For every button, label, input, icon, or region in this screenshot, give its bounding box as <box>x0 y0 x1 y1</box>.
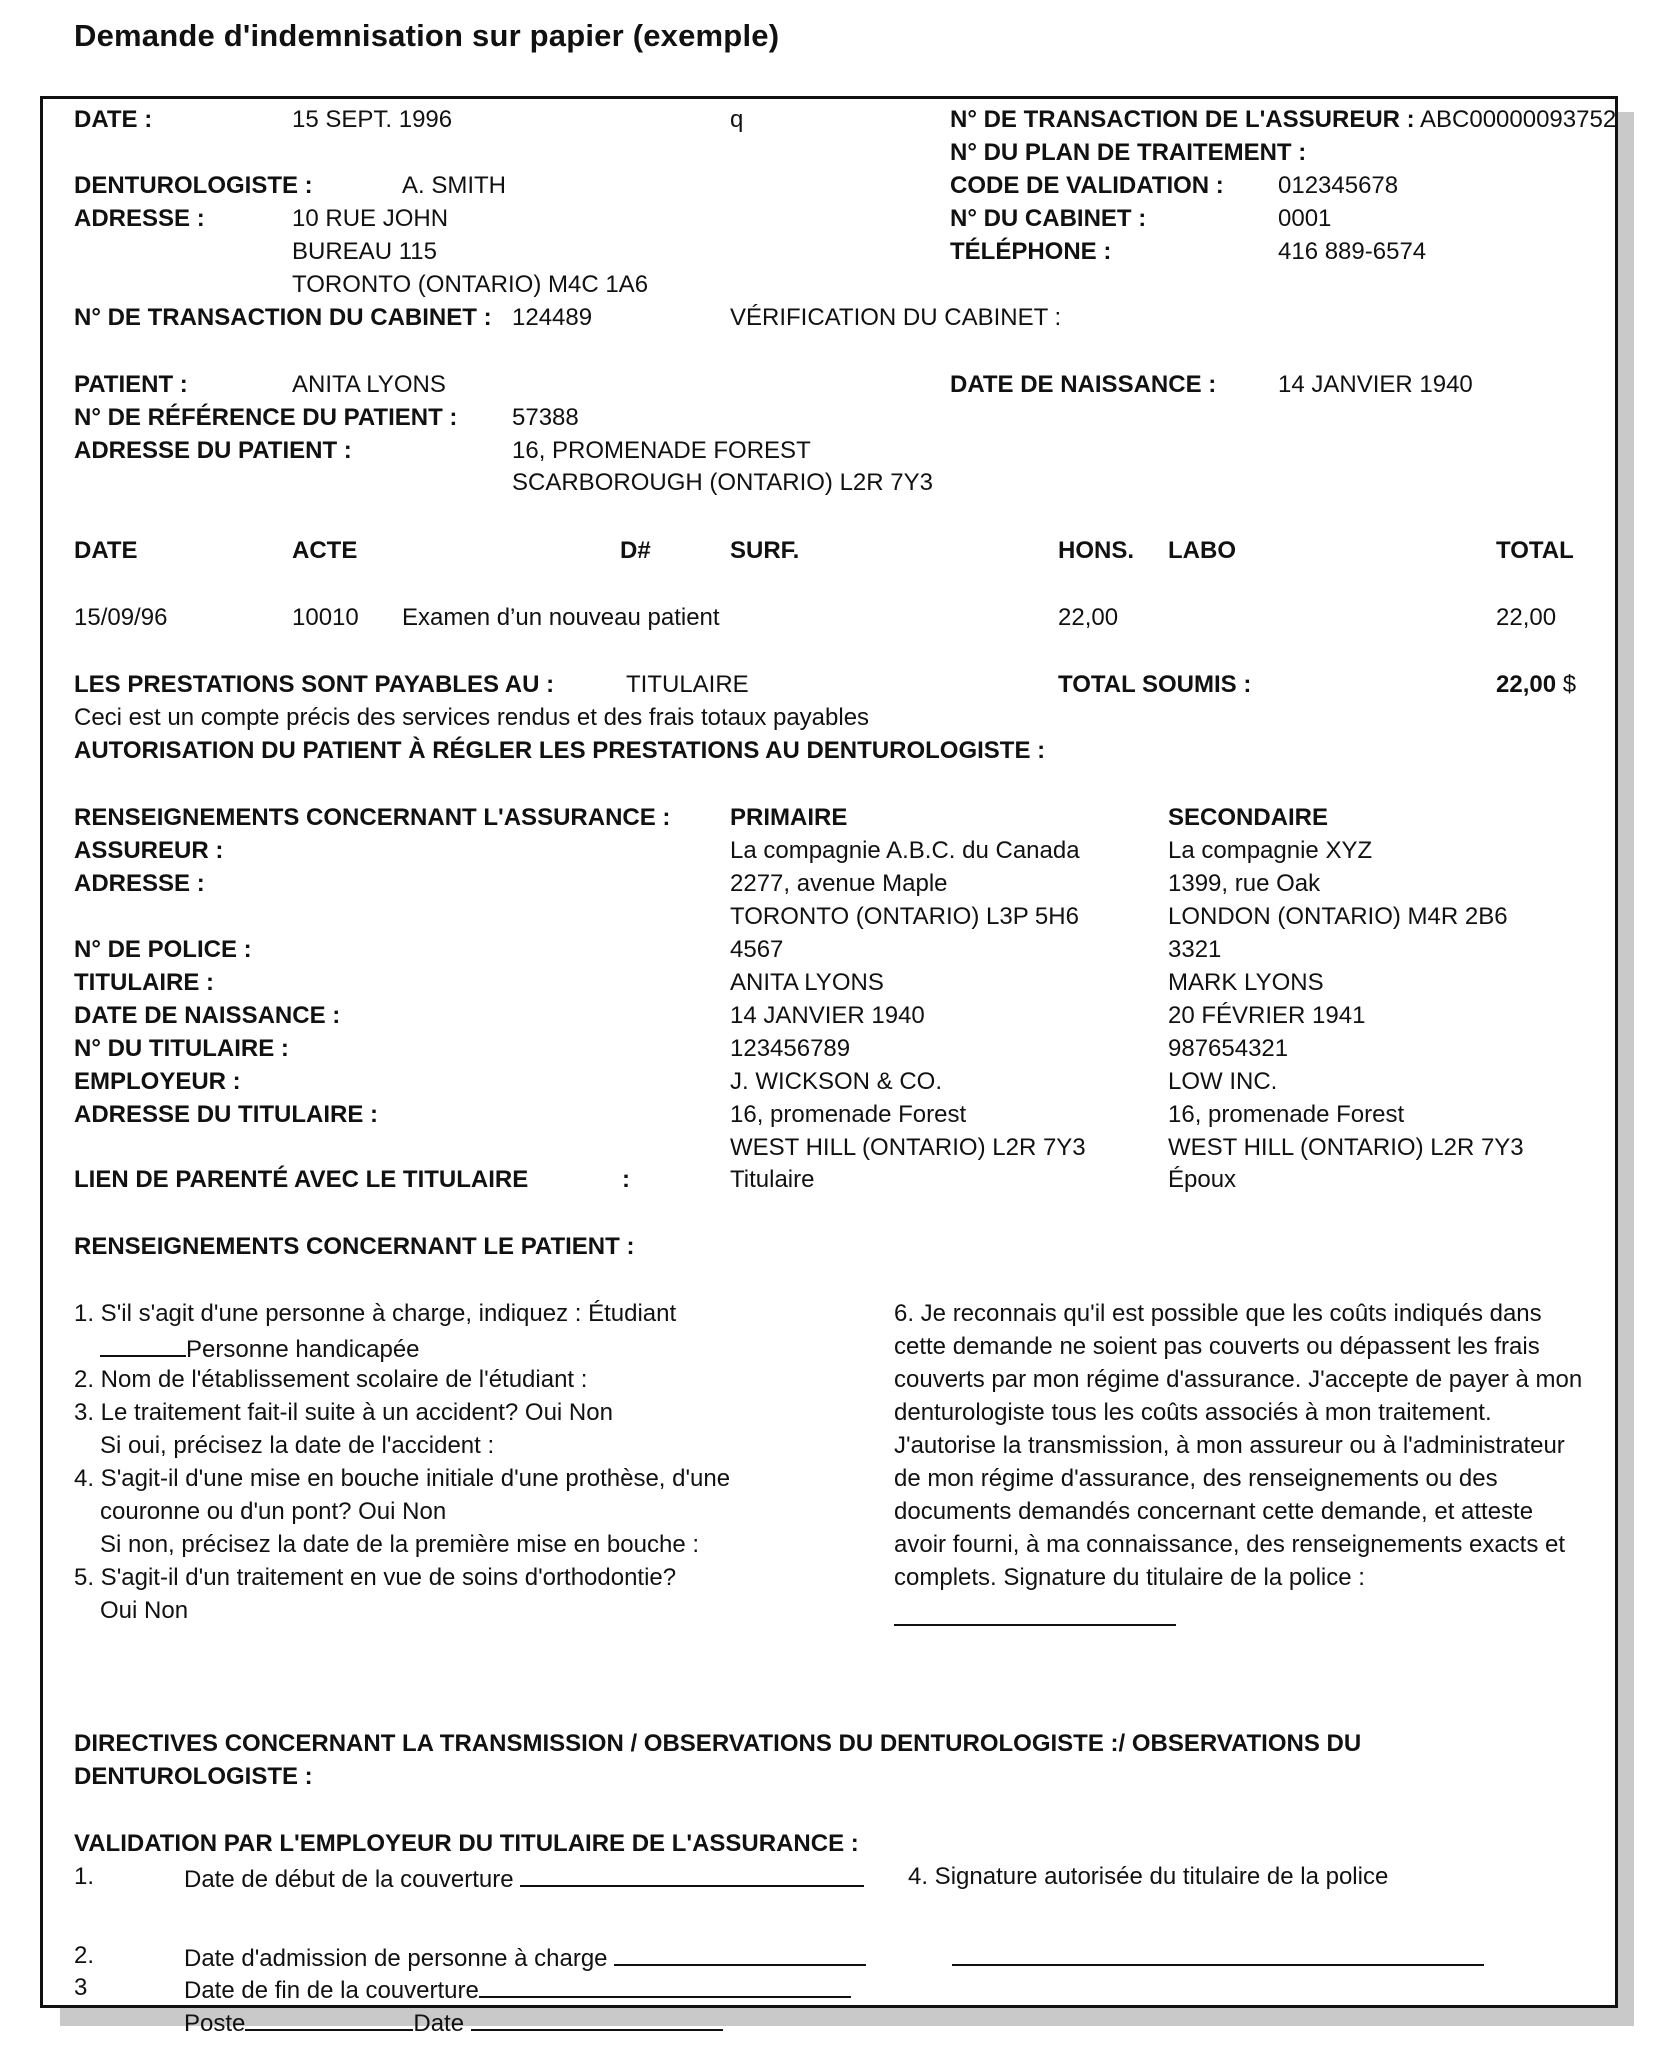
holder-number-label: N° DU TITULAIRE : <box>74 1035 289 1062</box>
item-number: 3 <box>74 1974 88 2001</box>
relationship-label: LIEN DE PARENTÉ AVEC LE TITULAIRE <box>74 1166 529 1193</box>
address-line: TORONTO (ONTARIO) M4C 1A6 <box>292 271 649 298</box>
office-verification-label: VÉRIFICATION DU CABINET : <box>730 304 1062 331</box>
statement-line: 6. Je reconnais qu'il est possible que les coûts indiqués dans <box>894 1300 1542 1327</box>
directives-label-cont: DENTUROLOGISTE : <box>74 1763 313 1790</box>
statement-line: cette demande ne soient pas couverts ou dépassent les frais <box>894 1333 1540 1360</box>
authorized-signature-line[interactable] <box>952 1964 1484 1966</box>
phone-label: TÉLÉPHONE : <box>950 238 1112 265</box>
coverage-start-blank[interactable] <box>520 1863 864 1887</box>
authorized-signature-label: 4. Signature autorisée du titulaire de la police <box>908 1863 1389 1890</box>
coverage-start-item <box>184 1863 864 1894</box>
coverage-end-item <box>184 1974 851 2005</box>
phone-value: 416 889-6574 <box>1278 238 1427 265</box>
question-3: 3. Le traitement fait-il suite à un accident? Oui Non <box>74 1399 613 1426</box>
statement-line: J'autorise la transmission, à mon assureur ou à l'administrateur <box>894 1432 1565 1459</box>
col-header-surf: SURF. <box>730 537 800 564</box>
office-number-label: N° DU CABINET : <box>950 205 1147 232</box>
statement-line: couverts par mon régime d'assurance. J'accepte de payer à mon <box>894 1366 1583 1393</box>
office-transaction-value: 124489 <box>512 304 593 331</box>
date-label: DATE : <box>74 106 153 133</box>
office-transaction-label: N° DE TRANSACTION DU CABINET : <box>74 304 492 331</box>
col-header-total: TOTAL <box>1496 537 1574 564</box>
secondary-address-line: LONDON (ONTARIO) M4R 2B6 <box>1168 903 1508 930</box>
date-value: 15 SEPT. 1996 <box>292 106 453 133</box>
treatment-plan-label: N° DU PLAN DE TRAITEMENT : <box>950 139 1307 166</box>
patient-info-section-label: RENSEIGNEMENTS CONCERNANT LE PATIENT : <box>74 1233 635 1260</box>
patient-address-line: SCARBOROUGH (ONTARIO) L2R 7Y3 <box>512 469 933 496</box>
secondary-holder: MARK LYONS <box>1168 969 1324 996</box>
col-header-labo: LABO <box>1168 537 1236 564</box>
patient-address-line: 16, PROMENADE FOREST <box>512 437 811 464</box>
address-line: BUREAU 115 <box>292 238 437 265</box>
primary-holder-number: 123456789 <box>730 1035 851 1062</box>
insurer-transaction-value: ABC00000093752 <box>1420 106 1617 133</box>
statement-text: Ceci est un compte précis des services rendus et des frais totaux payables <box>74 704 870 731</box>
primary-relationship: Titulaire <box>730 1166 815 1193</box>
secondary-holder-number: 987654321 <box>1168 1035 1289 1062</box>
dependent-admission-blank[interactable] <box>614 1942 866 1966</box>
primary-insurer: La compagnie A.B.C. du Canada <box>730 837 1080 864</box>
secondary-relationship: Époux <box>1168 1166 1237 1193</box>
validation-code-label: CODE DE VALIDATION : <box>950 172 1224 199</box>
col-header-acte: ACTE <box>292 537 358 564</box>
validation-code-value: 012345678 <box>1278 172 1399 199</box>
question-4-detail: Si non, précisez la date de la première mise en bouche : <box>100 1531 700 1558</box>
relationship-colon: : <box>622 1166 630 1193</box>
primary-holder: ANITA LYONS <box>730 969 884 996</box>
office-number-value: 0001 <box>1278 205 1332 232</box>
coverage-start-label: Date de début de la couverture <box>184 1866 514 1893</box>
payable-value: TITULAIRE <box>626 671 749 698</box>
currency-symbol: $ <box>1562 671 1577 698</box>
service-total: 22,00 <box>1496 604 1557 631</box>
service-date: 15/09/96 <box>74 604 168 631</box>
date-label-bottom: Date <box>413 2010 465 2037</box>
primary-employer: J. WICKSON & CO. <box>730 1068 943 1095</box>
patient-label: PATIENT : <box>74 371 188 398</box>
holder-dob-label: DATE DE NAISSANCE : <box>74 1002 341 1029</box>
coverage-end-label: Date de fin de la couverture <box>184 1977 479 2004</box>
policy-label: N° DE POLICE : <box>74 936 252 963</box>
statement-line: denturologiste tous les coûts associés à mon traitement. <box>894 1399 1492 1426</box>
question-1-handicap <box>100 1333 420 1364</box>
poste-blank[interactable] <box>245 2007 413 2031</box>
address-line: 10 RUE JOHN <box>292 205 449 232</box>
patient-ref-value: 57388 <box>512 404 579 431</box>
dependent-admission-item <box>184 1942 866 1973</box>
stray-char: q <box>730 106 744 133</box>
total-submitted <box>1496 671 1576 699</box>
denturist-value: A. SMITH <box>402 172 507 199</box>
primary-holder-address-line: WEST HILL (ONTARIO) L2R 7Y3 <box>730 1134 1086 1161</box>
col-header-d: D# <box>620 537 651 564</box>
insurer-transaction <box>950 106 1616 134</box>
blank-line[interactable] <box>100 1333 186 1357</box>
page-title: Demande d'indemnisation sur papier (exemple) <box>74 18 780 53</box>
primary-holder-address-line: 16, promenade Forest <box>730 1101 967 1128</box>
primary-address-line: 2277, avenue Maple <box>730 870 948 897</box>
service-fee: 22,00 <box>1058 604 1119 631</box>
question-5-answer: Oui Non <box>100 1597 189 1624</box>
coverage-end-blank[interactable] <box>479 1974 851 1998</box>
question-2: 2. Nom de l'établissement scolaire de l'étudiant : <box>74 1366 588 1393</box>
service-description: Examen d’un nouveau patient <box>402 604 720 631</box>
secondary-policy: 3321 <box>1168 936 1222 963</box>
patient-ref-label: N° DE RÉFÉRENCE DU PATIENT : <box>74 404 458 431</box>
primary-dob: 14 JANVIER 1940 <box>730 1002 925 1029</box>
patient-address-label: ADRESSE DU PATIENT : <box>74 437 352 464</box>
insurer-transaction-label: N° DE TRANSACTION DE L'ASSUREUR : <box>950 106 1415 133</box>
authorization-label: AUTORISATION DU PATIENT À RÉGLER LES PRESTATIONS AU DENTUROLOGISTE : <box>74 737 1046 764</box>
secondary-header: SECONDAIRE <box>1168 804 1329 831</box>
total-submitted-label: TOTAL SOUMIS : <box>1058 671 1252 698</box>
patient-name: ANITA LYONS <box>292 371 446 398</box>
statement-line: complets. Signature du titulaire de la police : <box>894 1564 1365 1591</box>
secondary-address-line: 1399, rue Oak <box>1168 870 1321 897</box>
col-header-date: DATE <box>74 537 138 564</box>
poste-date-row <box>184 2007 723 2038</box>
question-1-handicap-text: Personne handicapée <box>186 1336 420 1363</box>
question-4-line2: couronne ou d'un pont? Oui Non <box>100 1498 447 1525</box>
poste-label: Poste <box>184 2010 246 2037</box>
holder-label: TITULAIRE : <box>74 969 214 996</box>
secondary-insurer: La compagnie XYZ <box>1168 837 1373 864</box>
employer-label: EMPLOYEUR : <box>74 1068 241 1095</box>
service-code: 10010 <box>292 604 359 631</box>
address-label: ADRESSE : <box>74 205 205 232</box>
item-number: 2. <box>74 1942 95 1969</box>
primary-header: PRIMAIRE <box>730 804 848 831</box>
employer-validation-label: VALIDATION PAR L'EMPLOYEUR DU TITULAIRE DE L'ASSURANCE : <box>74 1830 859 1857</box>
secondary-employer: LOW INC. <box>1168 1068 1278 1095</box>
secondary-dob: 20 FÉVRIER 1941 <box>1168 1002 1366 1029</box>
patient-dob-value: 14 JANVIER 1940 <box>1278 371 1473 398</box>
question-5: 5. S'agit-il d'un traitement en vue de soins d'orthodontie? <box>74 1564 677 1591</box>
patient-dob-label: DATE DE NAISSANCE : <box>950 371 1217 398</box>
holder-signature-line[interactable] <box>894 1624 1176 1626</box>
secondary-holder-address-line: 16, promenade Forest <box>1168 1101 1405 1128</box>
question-1: 1. S'il s'agit d'une personne à charge, indiquez : Étudiant <box>74 1300 677 1327</box>
total-submitted-value: 22,00 <box>1496 671 1557 698</box>
insurer-label: ASSUREUR : <box>74 837 224 864</box>
statement-line: de mon régime d'assurance, des renseignements ou des <box>894 1465 1498 1492</box>
item-number: 1. <box>74 1863 95 1890</box>
payable-label: LES PRESTATIONS SONT PAYABLES AU : <box>74 671 555 698</box>
statement-line: documents demandés concernant cette demande, et atteste <box>894 1498 1534 1525</box>
insurer-address-label: ADRESSE : <box>74 870 205 897</box>
dependent-admission-label: Date d'admission de personne à charge <box>184 1945 608 1972</box>
insurance-section-label: RENSEIGNEMENTS CONCERNANT L'ASSURANCE : <box>74 804 671 831</box>
col-header-hons: HONS. <box>1058 537 1135 564</box>
denturist-label: DENTUROLOGISTE : <box>74 172 313 199</box>
statement-line: avoir fourni, à ma connaissance, des renseignements exacts et <box>894 1531 1566 1558</box>
secondary-holder-address-line: WEST HILL (ONTARIO) L2R 7Y3 <box>1168 1134 1524 1161</box>
question-4: 4. S'agit-il d'une mise en bouche initiale d'une prothèse, d'une <box>74 1465 731 1492</box>
date-blank[interactable] <box>471 2007 723 2031</box>
primary-policy: 4567 <box>730 936 784 963</box>
primary-address-line: TORONTO (ONTARIO) L3P 5H6 <box>730 903 1079 930</box>
question-3-detail: Si oui, précisez la date de l'accident : <box>100 1432 495 1459</box>
holder-address-label: ADRESSE DU TITULAIRE : <box>74 1101 379 1128</box>
directives-label: DIRECTIVES CONCERNANT LA TRANSMISSION / OBSERVATIONS DU DENTUROLOGISTE :/ OBSERVATIONS DU <box>74 1730 1362 1757</box>
